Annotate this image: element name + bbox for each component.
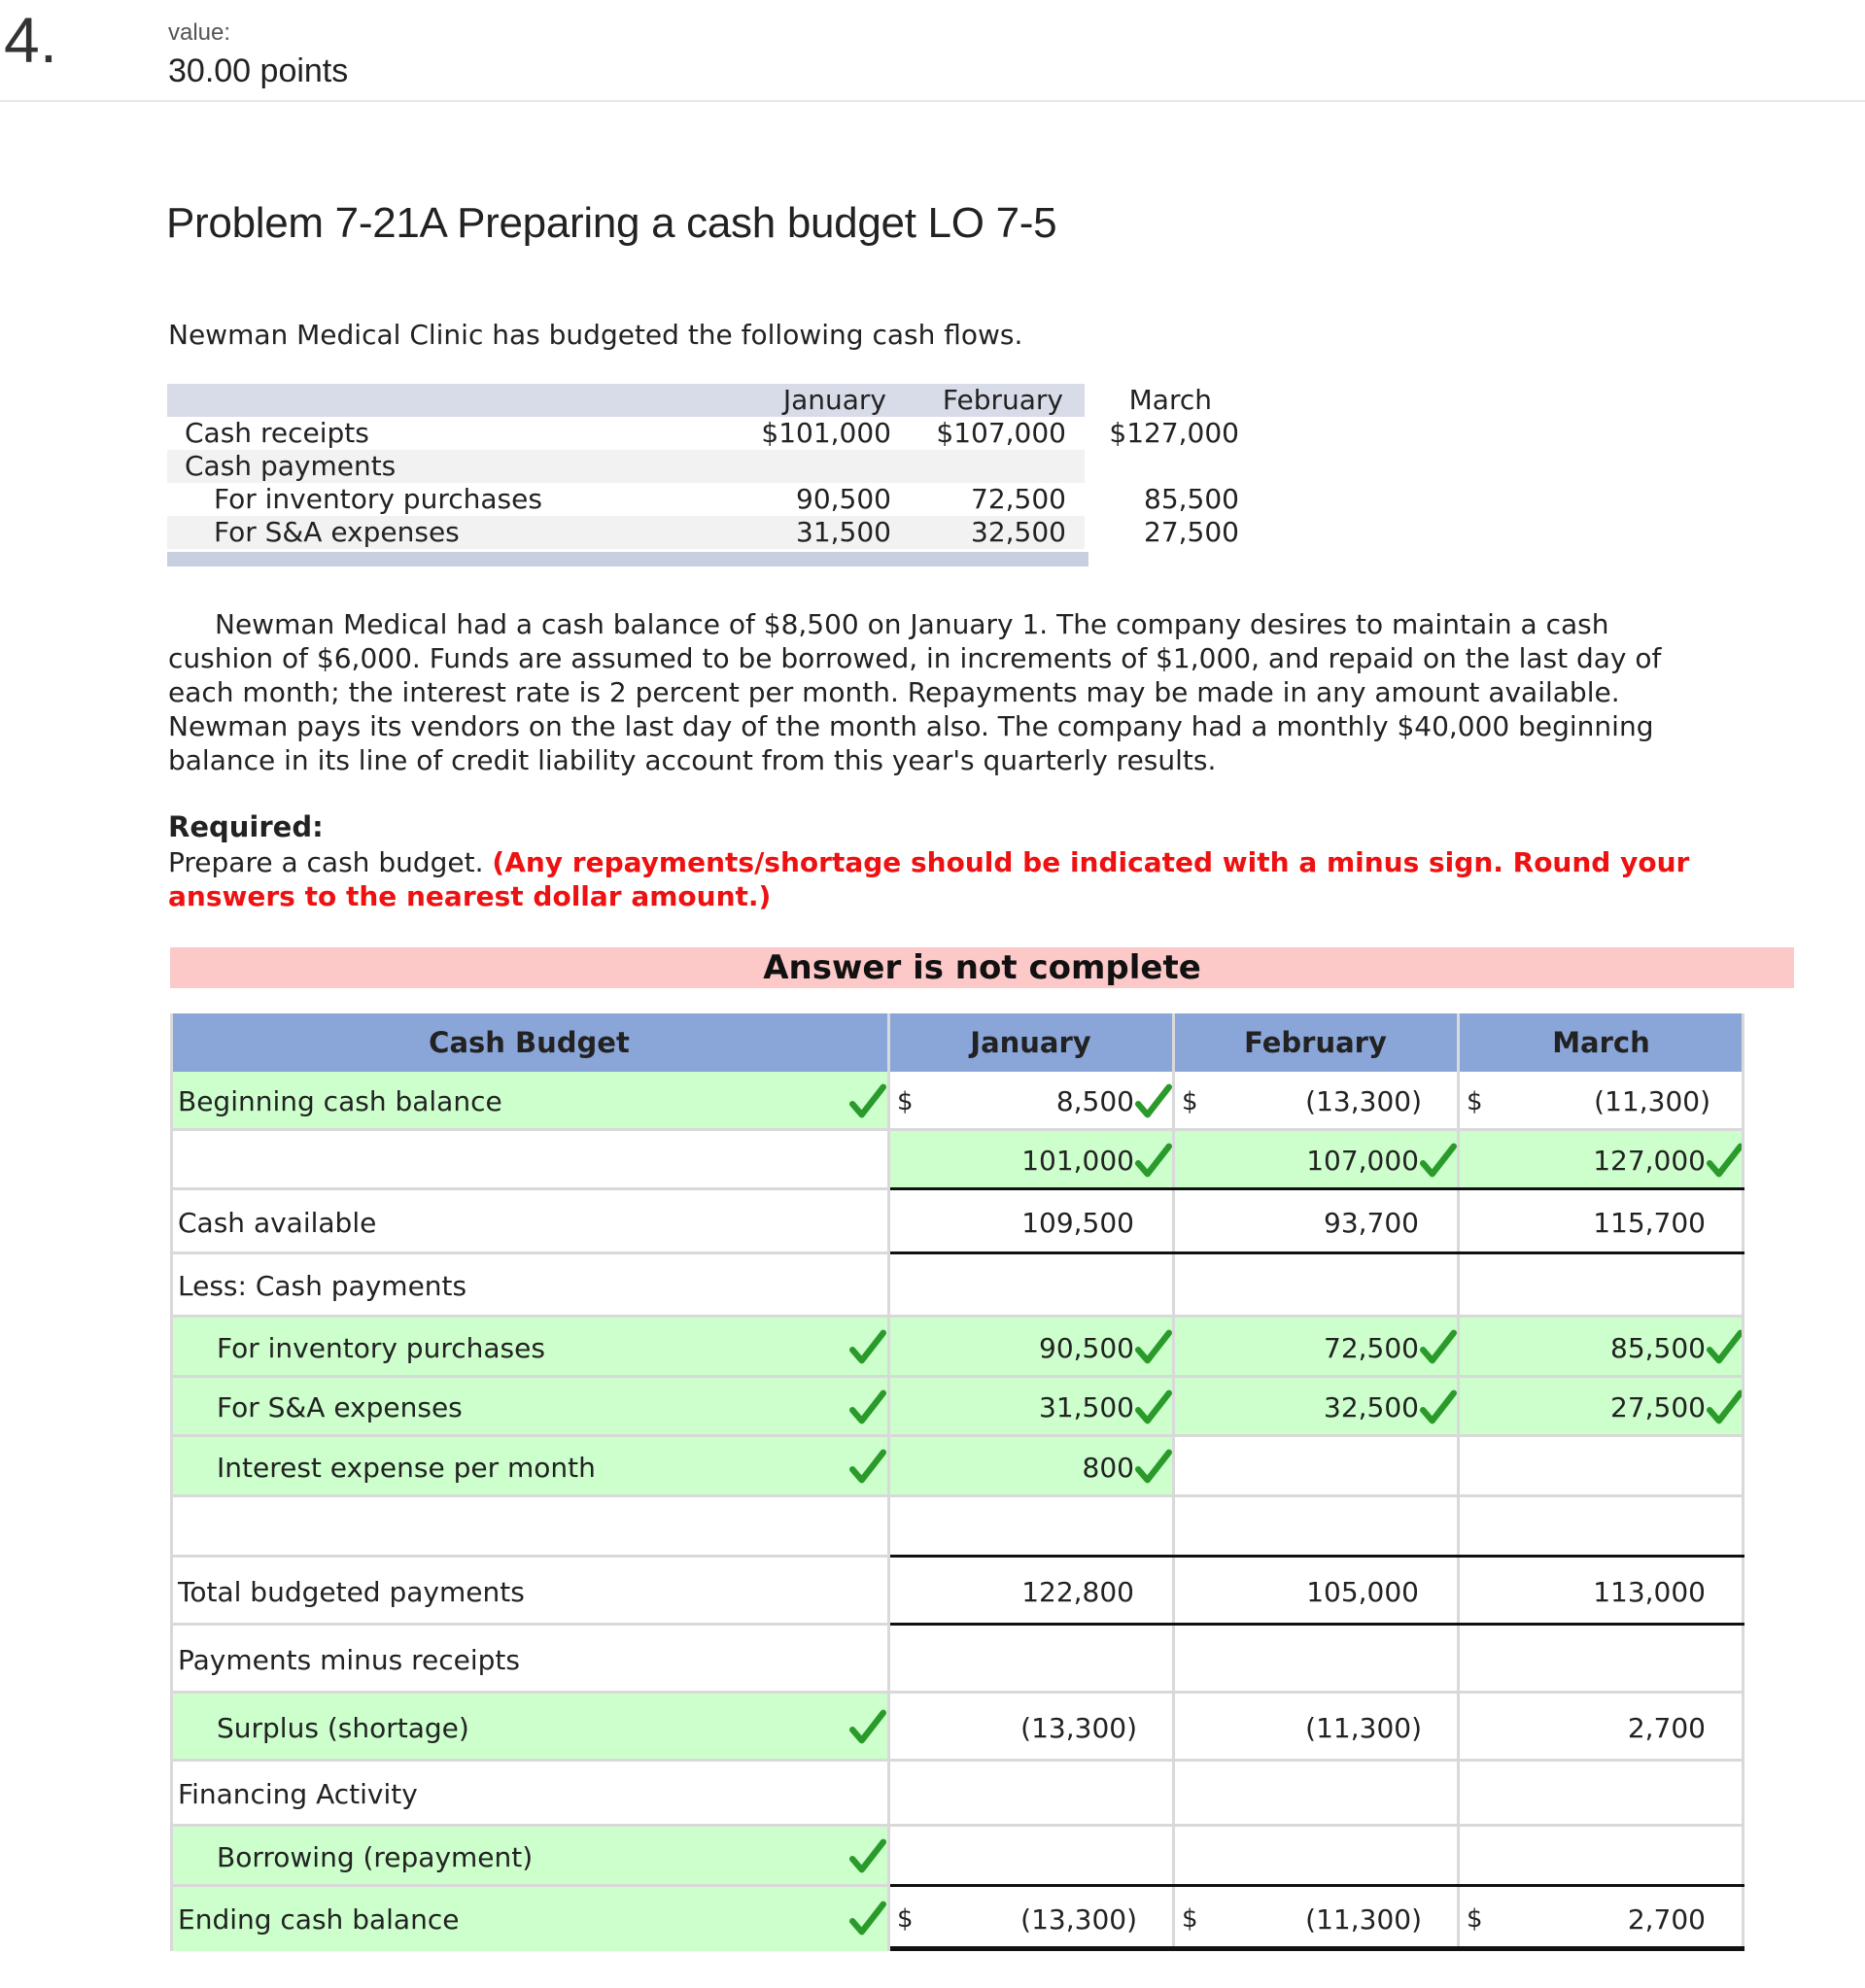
check-icon [1135,1388,1172,1425]
value-points: 30.00 points [168,52,349,89]
total-underline [890,1555,1744,1558]
input-january[interactable] [888,1378,1173,1437]
header-text: Cash Budget [429,1026,630,1059]
row-beginning-cash-balance [170,1072,1744,1131]
check-icon [1707,1388,1744,1425]
input-january[interactable] [888,1072,1173,1131]
row-payments-minus-receipts [170,1626,1744,1694]
given-value: 90,500 [796,483,891,515]
input-march[interactable] [1458,1072,1744,1131]
required-heading: Required: [168,810,324,843]
check-icon [1135,1142,1172,1179]
value-march [1458,1887,1744,1951]
check-icon [849,1388,886,1425]
check-icon [849,1708,886,1745]
header-cash-budget [170,1013,888,1072]
check-icon [1135,1328,1172,1365]
row-inventory-purchases [170,1318,1744,1378]
row-label: Ending cash balance [178,1902,460,1936]
row-cash-receipts [170,1131,1744,1190]
value-february [1173,1887,1458,1951]
cell-value: 2,700 [1627,1902,1706,1936]
cell-value: 93,700 [1324,1206,1419,1239]
instruction-note: (Any repayments/shortage should be indicated with a minus sign. Round your answers to the nearest dollar amount.) [168,846,1690,912]
label-cell [170,1762,888,1827]
currency-symbol: $ [1467,1904,1483,1934]
label-cell [170,1254,888,1318]
label-cell [170,1072,888,1131]
column-divider [1172,1013,1175,1951]
total-underline [890,1623,1744,1626]
row-label: Surplus (shortage) [217,1711,469,1744]
input-march[interactable] [1458,1827,1744,1887]
row-label: Cash available [178,1206,377,1239]
given-value: 72,500 [971,483,1066,515]
input-march[interactable] [1458,1131,1744,1190]
value-march [1458,1190,1744,1254]
cell-value: 101,000 [1021,1145,1134,1177]
budget-header-row [170,1013,1744,1072]
check-icon [1135,1448,1172,1485]
given-value: $101,000 [761,417,891,449]
cell-value: 8,500 [1055,1085,1134,1117]
check-icon [849,1328,886,1365]
cell-value: 115,700 [1593,1206,1706,1239]
row-label: Total budgeted payments [178,1575,525,1608]
cell-value: (11,300) [1594,1085,1710,1117]
cell-value: 90,500 [1039,1331,1134,1364]
row-label: Interest expense per month [217,1451,596,1484]
row-label: Payments minus receipts [178,1643,520,1676]
header-text: February [1244,1026,1387,1059]
given-value: $127,000 [1109,417,1239,449]
row-label: Beginning cash balance [178,1085,502,1117]
total-underline [890,1884,1744,1887]
value-february [1173,1694,1458,1762]
input-january[interactable] [888,1131,1173,1190]
row-blank [170,1497,1744,1558]
label-cell [170,1190,888,1254]
input-january[interactable] [888,1318,1173,1378]
row-surplus-shortage [170,1694,1744,1762]
column-divider [1457,1013,1460,1951]
double-underline [890,1946,1744,1951]
given-month-january: January [782,384,886,416]
value-february [1173,1190,1458,1254]
input-february[interactable] [1173,1072,1458,1131]
column-divider [887,1013,890,1951]
label-cell [170,1497,888,1558]
given-value: 32,500 [971,516,1066,548]
value-february [1173,1558,1458,1626]
row-label: Financing Activity [178,1778,418,1810]
cash-budget-table [170,1013,1744,1951]
given-row-label: Cash payments [185,450,397,482]
check-icon [1420,1142,1457,1179]
header-text: January [970,1026,1091,1059]
input-march[interactable] [1458,1437,1744,1497]
given-month-february: February [942,384,1063,416]
check-icon [849,1900,886,1937]
given-row-label: For inventory purchases [214,483,542,515]
label-cell [170,1626,888,1694]
given-row-label: For S&A expenses [214,516,460,548]
cell-value: 32,500 [1324,1391,1419,1423]
value-label: value: [168,19,231,46]
value-january [888,1694,1173,1762]
check-icon [849,1837,886,1874]
label-cell [170,1318,888,1378]
input-february[interactable] [1173,1378,1458,1437]
cell-value: (13,300) [1305,1085,1422,1117]
given-value: 31,500 [796,516,891,548]
total-underline [890,1251,1744,1254]
header-february [1173,1013,1458,1072]
header-divider [0,100,1865,102]
row-label: For S&A expenses [217,1391,463,1423]
given-month-march: March [1128,384,1212,416]
value-march [1458,1694,1744,1762]
column-divider [170,1013,173,1951]
row-financing-activity [170,1762,1744,1827]
input-march[interactable] [1458,1378,1744,1437]
question-number: 4. [4,4,58,76]
cell-value: 105,000 [1306,1575,1419,1608]
input-february[interactable] [1173,1131,1458,1190]
check-icon [1420,1328,1457,1365]
cell-value: (11,300) [1305,1902,1422,1936]
cell-value: 800 [1082,1451,1134,1484]
given-cash-flows-table [167,384,1239,568]
header-text: March [1552,1026,1650,1059]
label-cell [170,1558,888,1626]
input-february[interactable] [1173,1437,1458,1497]
check-icon [849,1082,886,1119]
currency-symbol: $ [897,1904,914,1934]
required-instruction [168,845,1723,913]
row-sa-expenses [170,1378,1744,1437]
row-label: Borrowing (repayment) [217,1840,534,1873]
row-cash-available [170,1190,1744,1254]
cell-value: 113,000 [1593,1575,1706,1608]
cell-value: (13,300) [1020,1711,1137,1744]
input-february[interactable] [1173,1827,1458,1887]
given-value: 85,500 [1144,483,1239,515]
total-underline [890,1187,1744,1190]
cell-value: 107,000 [1306,1145,1419,1177]
input-february[interactable] [1173,1497,1458,1558]
cell-value: (13,300) [1020,1902,1137,1936]
header-march [1458,1013,1744,1072]
input-february[interactable] [1173,1318,1458,1378]
value-january [888,1190,1173,1254]
given-row-label: Cash receipts [185,417,369,449]
check-icon [1135,1082,1172,1119]
check-icon [849,1448,886,1485]
row-ending-cash-balance [170,1887,1744,1951]
given-bottom-band [167,552,1088,566]
input-january[interactable] [888,1827,1173,1887]
cell-value: 31,500 [1039,1391,1134,1423]
input-january[interactable] [888,1437,1173,1497]
check-icon [1707,1142,1744,1179]
label-cell [170,1131,888,1190]
currency-symbol: $ [897,1086,914,1116]
check-icon [1420,1388,1457,1425]
currency-symbol: $ [1182,1904,1198,1934]
cell-value: 72,500 [1324,1331,1419,1364]
instruction-text: Prepare a cash budget. [168,846,484,878]
cell-value: (11,300) [1305,1711,1422,1744]
value-january [888,1887,1173,1951]
problem-title: Problem 7-21A Preparing a cash budget LO 7-5 [166,199,1057,247]
cell-value: 109,500 [1021,1206,1134,1239]
cell-value: 122,800 [1021,1575,1134,1608]
input-march[interactable] [1458,1318,1744,1378]
answer-status-banner: Answer is not complete [170,947,1794,988]
cell-value: 85,500 [1610,1331,1706,1364]
label-cell [170,1827,888,1887]
header-january [888,1013,1173,1072]
problem-intro: Newman Medical Clinic has budgeted the following cash flows. [168,319,1023,351]
check-icon [1707,1328,1744,1365]
currency-symbol: $ [1182,1086,1198,1116]
column-divider [1742,1013,1744,1951]
row-less-cash-payments [170,1254,1744,1318]
cell-value: 127,000 [1593,1145,1706,1177]
problem-paragraph: Newman Medical had a cash balance of $8,500 on January 1. The company desires to maintain a cash cushion of $6,000. Funds are assumed to be borrowed, in increments of $1,000, and repaid on the last day of each month; the interest rate is 2 percent per month. Repayments may be made in any amount available. Newman pays its vendors on the last day of the month also. The company had a monthly $40,000 beginning balance in its line of credit liability account from this year's quarterly results. [168,608,1662,776]
row-interest-expense [170,1437,1744,1497]
label-cell [170,1694,888,1762]
input-march[interactable] [1458,1497,1744,1558]
value-january [888,1558,1173,1626]
row-label: Less: Cash payments [178,1270,467,1302]
currency-symbol: $ [1467,1086,1483,1116]
label-cell [170,1437,888,1497]
cell-value: 27,500 [1610,1391,1706,1423]
value-march [1458,1558,1744,1626]
row-total-budgeted-payments [170,1558,1744,1626]
row-borrowing-repayment [170,1827,1744,1887]
given-value: 27,500 [1144,516,1239,548]
row-label: For inventory purchases [217,1331,545,1364]
cell-value: 2,700 [1627,1711,1706,1744]
input-january[interactable] [888,1497,1173,1558]
label-cell [170,1378,888,1437]
label-cell [170,1887,888,1951]
given-value: $107,000 [936,417,1066,449]
